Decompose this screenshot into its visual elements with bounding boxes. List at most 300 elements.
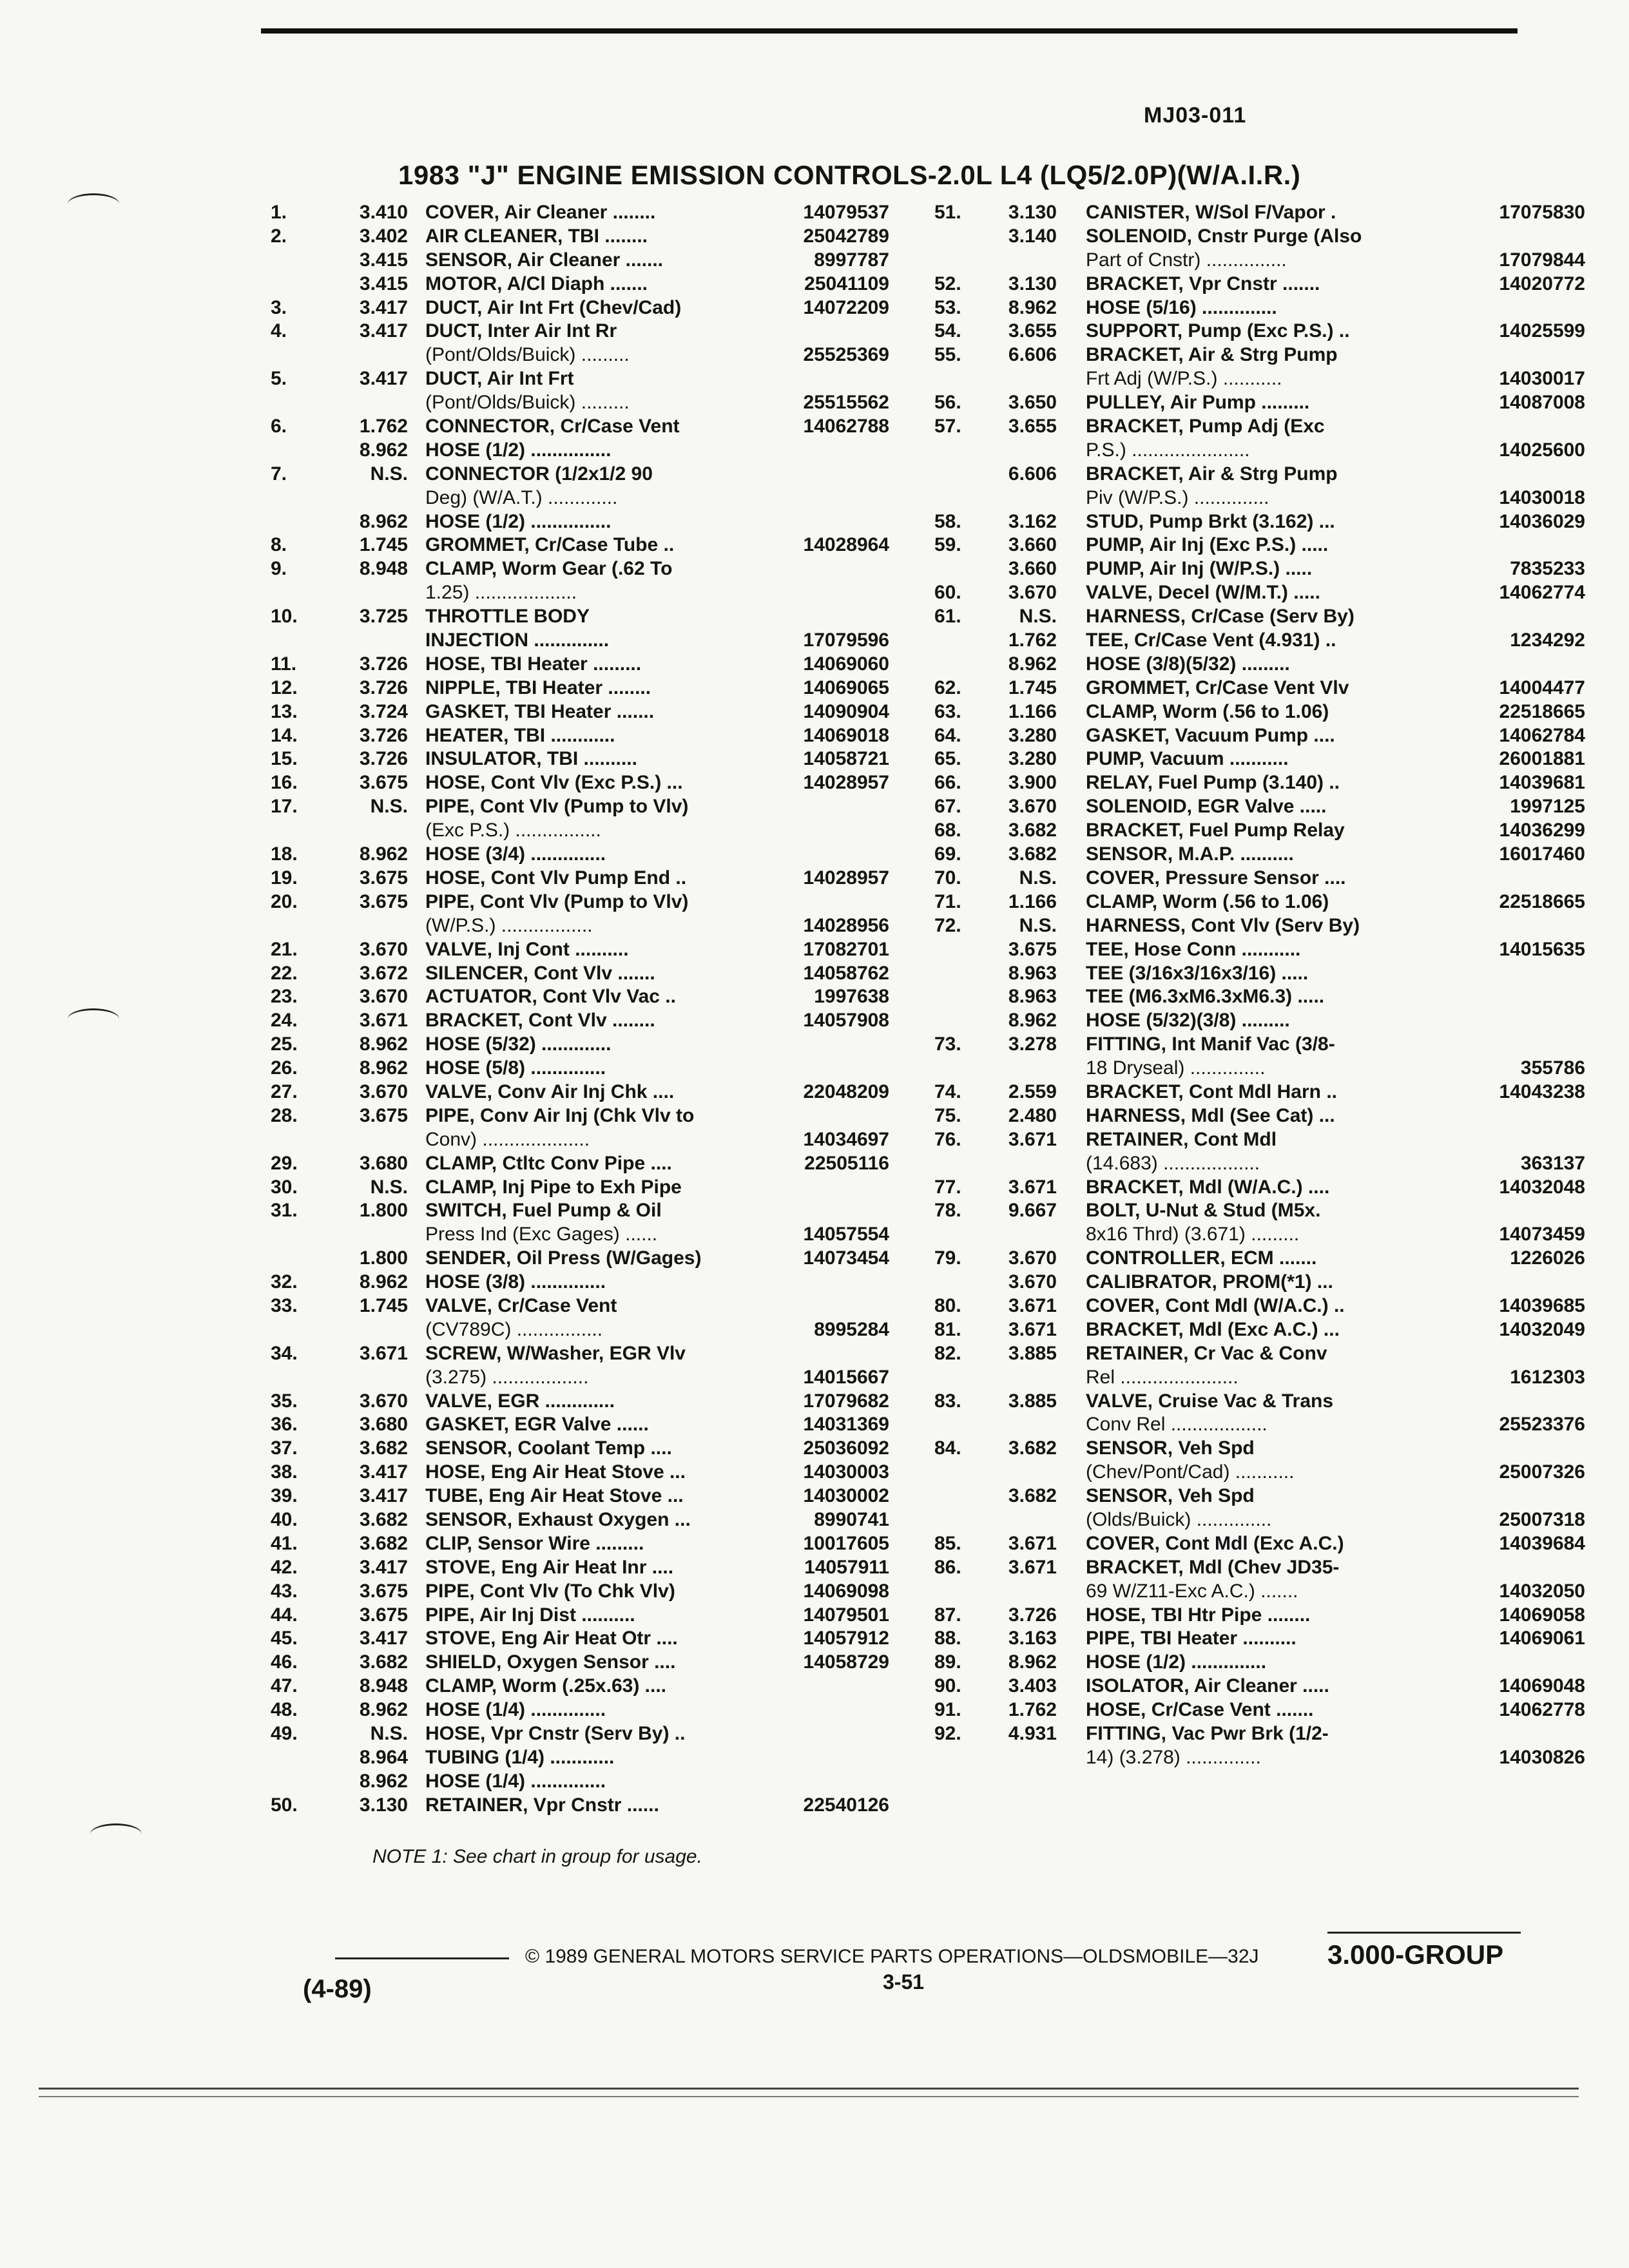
group-number: N.S. [370,796,408,818]
part-description: HOSE (1/4) .............. [425,1770,606,1792]
group-number: 3.403 [1008,1675,1057,1697]
parts-row [0,391,902,415]
part-number: 14057908 [803,1010,889,1032]
item-number: 34. [271,1342,298,1364]
item-number: 46. [271,1651,298,1673]
part-number: 14062784 [1499,724,1585,746]
part-description: Piv (W/P.S.) .............. [1086,486,1269,508]
part-number: 25041109 [804,273,889,294]
group-number: 3.670 [359,986,408,1008]
parts-row [902,1532,1629,1556]
item-number: 48. [271,1699,298,1721]
part-description: HARNESS, Cr/Case (Serv By) [1086,606,1354,628]
group-number: 3.680 [359,1152,408,1174]
part-description: VALVE, Conv Air Inj Chk .... [425,1081,675,1102]
group-number: 3.682 [1008,1437,1057,1459]
item-number: 39. [271,1485,298,1507]
parts-row [902,1461,1629,1485]
item-number: 89. [934,1651,961,1673]
parts-row [902,938,1629,962]
item-number: 51. [934,202,961,223]
parts-row [902,557,1629,581]
parts-row [0,747,902,771]
part-description: SUPPORT, Pump (Exc P.S.) .. [1086,320,1350,342]
item-number: 24. [271,1010,298,1032]
item-number: 75. [934,1104,961,1126]
item-number: 31. [271,1200,298,1222]
bottom-rule [39,2088,1579,2090]
part-description: (3.275) .................. [425,1366,589,1388]
group-number: 3.682 [359,1508,408,1530]
part-description: P.S.) ...................... [1086,439,1250,461]
item-number: 62. [934,677,961,698]
part-description: TEE (M6.3xM6.3xM6.3) ..... [1086,986,1325,1008]
part-number: 14028957 [803,772,889,794]
item-number: 33. [271,1294,298,1316]
parts-row [0,605,902,629]
group-number: 3.682 [1008,1485,1057,1507]
group-number: 2.480 [1008,1104,1057,1126]
item-number: 41. [271,1532,298,1554]
group-number: 3.671 [1008,1318,1057,1340]
item-number: 3. [271,296,287,318]
parts-row [902,1247,1629,1271]
group-number: 8.962 [1008,1010,1057,1032]
item-number: 23. [271,986,298,1008]
group-number: 8.964 [359,1746,408,1768]
group-number: 3.671 [359,1342,408,1364]
parts-row [902,1485,1629,1508]
margin-mark [90,1823,142,1845]
group-number: 3.410 [359,202,408,223]
part-description: PUMP, Air Inj (W/P.S.) ..... [1086,558,1313,580]
group-number: 3.885 [1008,1342,1057,1364]
parts-row [902,1651,1629,1675]
group-number: 3.417 [359,296,408,318]
item-number: 20. [271,890,298,912]
part-description: TUBE, Eng Air Heat Stove ... [425,1485,684,1507]
part-description: HOSE (3/8) .............. [425,1271,606,1293]
part-description: SENSOR, Exhaust Oxygen ... [425,1508,691,1530]
part-description: ISOLATOR, Air Cleaner ..... [1086,1675,1329,1697]
group-number: 3.278 [1008,1033,1057,1055]
item-number: 77. [934,1176,961,1198]
item-number: 74. [934,1081,961,1102]
part-description: VALVE, Decel (W/M.T.) ..... [1086,582,1320,604]
group-number: 3.682 [359,1532,408,1554]
group-number: 3.280 [1008,724,1057,746]
parts-row [0,1342,902,1366]
group-number: 9.667 [1008,1200,1057,1222]
parts-row [902,1508,1629,1532]
part-description: BRACKET, Cont Vlv ........ [425,1010,655,1032]
part-description: FITTING, Vac Pwr Brk (1/2- [1086,1723,1329,1744]
item-number: 15. [271,748,298,770]
parts-row [0,1556,902,1580]
item-number: 44. [271,1604,298,1626]
item-number: 81. [934,1318,961,1340]
item-number: 13. [271,700,298,722]
group-number: 3.417 [359,1485,408,1507]
parts-row [0,1104,902,1128]
item-number: 26. [271,1057,298,1079]
part-description: RETAINER, Vpr Cnstr ...... [425,1794,659,1816]
parts-row [902,962,1629,986]
parts-row [902,1437,1629,1461]
item-number: 54. [934,320,961,342]
part-description: Frt Adj (W/P.S.) ........... [1086,368,1282,390]
parts-row [902,343,1629,367]
part-description: (14.683) .................. [1086,1152,1260,1174]
parts-row [902,700,1629,724]
part-description: TEE, Hose Conn ........... [1086,938,1301,960]
part-number: 17079596 [803,629,889,651]
parts-row [902,795,1629,819]
part-description: (Pont/Olds/Buick) ......... [425,392,630,414]
parts-row [902,1223,1629,1247]
parts-row [902,1199,1629,1223]
item-number: 16. [271,772,298,794]
part-description: HOSE, Vpr Cnstr (Serv By) .. [425,1723,686,1744]
parts-row [0,724,902,748]
group-number: 3.675 [359,1604,408,1626]
part-number: 22048209 [803,1081,889,1102]
parts-row [902,296,1629,320]
part-description: BRACKET, Pump Adj (Exc [1086,416,1325,437]
item-number: 17. [271,796,298,818]
parts-row [902,653,1629,677]
group-number: 3.672 [359,962,408,984]
part-description: HOSE (5/32)(3/8) ......... [1086,1010,1290,1032]
item-number: 86. [934,1556,961,1578]
group-number: 3.726 [359,653,408,675]
part-description: BOLT, U-Nut & Stud (M5x. [1086,1200,1321,1222]
parts-row [0,1722,902,1746]
part-description: CLAMP, Worm (.56 to 1.06) [1086,890,1329,912]
parts-row [902,249,1629,273]
part-number: 22505116 [804,1152,889,1174]
part-number: 14028957 [803,867,889,889]
part-number: 14039684 [1499,1532,1585,1554]
parts-row [902,1104,1629,1128]
group-number: 3.680 [359,1414,408,1436]
part-number: 14032050 [1499,1580,1585,1602]
part-description: SCREW, W/Washer, EGR Vlv [425,1342,686,1364]
part-number: 355786 [1520,1057,1585,1079]
item-number: 78. [934,1200,961,1222]
group-number: 3.650 [1008,392,1057,414]
parts-row [0,1580,902,1604]
part-number: 17075830 [1499,202,1585,223]
item-number: 61. [934,606,961,628]
group-number: 3.671 [1008,1556,1057,1578]
item-number: 63. [934,700,961,722]
part-number: 1612303 [1510,1366,1585,1388]
item-number: 68. [934,820,961,841]
part-description: BRACKET, Fuel Pump Relay [1086,820,1345,841]
parts-row [902,1057,1629,1081]
group-number: 1.800 [359,1247,408,1269]
part-number: 14072209 [803,296,889,318]
group-number: N.S. [370,1176,408,1198]
parts-row [902,1176,1629,1200]
part-description: GASKET, TBI Heater ....... [425,700,655,722]
item-number: 38. [271,1461,298,1483]
parts-row [902,629,1629,653]
part-description: CLAMP, Worm Gear (.62 To [425,558,673,580]
part-description: STUD, Pump Brkt (3.162) ... [1086,510,1335,532]
parts-row [0,439,902,463]
part-description: BRACKET, Mdl (W/A.C.) .... [1086,1176,1330,1198]
group-number: 3.675 [1008,938,1057,960]
parts-row [902,890,1629,914]
part-number: 14057912 [803,1628,889,1649]
item-number: 27. [271,1081,298,1102]
part-number: 14030017 [1499,368,1585,390]
parts-row [0,1366,902,1390]
part-description: GROMMET, Cr/Case Vent Vlv [1086,677,1349,698]
parts-row [0,1604,902,1628]
parts-row [0,463,902,486]
parts-row [902,771,1629,795]
part-number: 14030002 [803,1485,889,1507]
item-number: 5. [271,368,287,390]
part-number: 14043238 [1499,1081,1585,1102]
group-number: 3.675 [359,867,408,889]
item-number: 50. [271,1794,298,1816]
parts-row [902,605,1629,629]
part-description: COVER, Cont Mdl (Exc A.C.) [1086,1532,1344,1554]
item-number: 58. [934,510,961,532]
item-number: 72. [934,914,961,936]
part-description: INSULATOR, TBI .......... [425,748,637,770]
item-number: 83. [934,1390,961,1412]
parts-row [902,1366,1629,1390]
part-description: HARNESS, Cont Vlv (Serv By) [1086,914,1360,936]
group-number: 6.606 [1008,344,1057,366]
part-number: 25525369 [803,344,889,366]
part-description: Rel ...................... [1086,1366,1239,1388]
group-number: 3.670 [1008,1271,1057,1293]
revision-date: (4-89) [303,1975,372,2003]
parts-row [902,1294,1629,1318]
parts-row [0,890,902,914]
part-description: CONNECTOR (1/2x1/2 90 [425,463,653,485]
group-number: 3.675 [359,1104,408,1126]
part-description: BRACKET, Mdl (Chev JD35- [1086,1556,1340,1578]
part-number: 14036029 [1499,510,1585,532]
parts-row [0,320,902,343]
part-number: 17082701 [803,938,889,960]
part-description: Conv Rel .................. [1086,1414,1268,1436]
parts-row [0,367,902,391]
part-description: VALVE, EGR ............. [425,1390,615,1412]
part-description: (Pont/Olds/Buick) ......... [425,344,630,366]
part-description: COVER, Pressure Sensor .... [1086,867,1346,889]
part-number: 14062774 [1499,582,1585,604]
item-number: 55. [934,344,961,366]
part-description: HOSE, Eng Air Heat Stove ... [425,1461,686,1483]
item-number: 29. [271,1152,298,1174]
parts-row [0,1461,902,1485]
parts-row [902,581,1629,605]
part-number: 8997787 [814,249,889,271]
group-number: 3.417 [359,1628,408,1649]
parts-row [0,557,902,581]
part-number: 14039681 [1499,772,1585,794]
part-number: 14020772 [1499,273,1585,294]
part-number: 25007326 [1499,1461,1585,1483]
part-description: HOSE, Cont Vlv Pump End .. [425,867,687,889]
item-number: 28. [271,1104,298,1126]
part-description: (CV789C) ................ [425,1318,603,1340]
part-description: HOSE (1/4) .............. [425,1699,606,1721]
parts-row [902,1271,1629,1294]
part-description: BRACKET, Air & Strg Pump [1086,344,1338,366]
group-number: 3.670 [1008,1247,1057,1269]
part-description: VALVE, Cr/Case Vent [425,1294,617,1316]
parts-row [902,1556,1629,1580]
part-number: 8995284 [814,1318,889,1340]
part-description: SILENCER, Cont Vlv ....... [425,962,655,984]
group-label: 3.000-GROUP [1327,1939,1504,1970]
group-number: N.S. [1019,867,1057,889]
part-number: 14030003 [803,1461,889,1483]
group-number: 3.885 [1008,1390,1057,1412]
group-number: N.S. [370,1723,408,1744]
part-description: DUCT, Air Int Frt (Chev/Cad) [425,296,682,318]
parts-row [0,1508,902,1532]
part-number: 14032049 [1499,1318,1585,1340]
part-description: PUMP, Vacuum ........... [1086,748,1289,770]
item-number: 35. [271,1390,298,1412]
group-rule [1327,1932,1521,1934]
part-description: PIPE, Conv Air Inj (Chk Vlv to [425,1104,695,1126]
part-description: PULLEY, Air Pump ......... [1086,392,1310,414]
group-number: 3.417 [359,368,408,390]
group-number: 3.655 [1008,416,1057,437]
item-number: 10. [271,606,298,628]
part-description: HOSE (3/4) .............. [425,843,606,865]
group-number: 6.606 [1008,463,1057,485]
group-number: 8.962 [359,1699,408,1721]
part-number: 26001881 [1499,748,1585,770]
parts-row [902,486,1629,510]
part-number: 14025599 [1499,320,1585,342]
parts-row [0,510,902,534]
doc-number: MJ03-011 [1144,103,1247,128]
part-number: 14087008 [1499,392,1585,414]
parts-row [902,1033,1629,1057]
part-number: 10017605 [803,1532,889,1554]
item-number: 37. [271,1437,298,1459]
group-number: 8.962 [1008,1651,1057,1673]
group-number: 1.762 [359,416,408,437]
parts-row [902,225,1629,249]
group-number: 3.900 [1008,772,1057,794]
parts-row [0,914,902,938]
part-description: HOSE, Cr/Case Vent ....... [1086,1699,1314,1721]
part-number: 14069065 [803,677,889,698]
parts-row [0,1271,902,1294]
part-description: PIPE, Cont Vlv (Pump to Vlv) [425,890,689,912]
group-number: 3.670 [359,1390,408,1412]
part-number: 1997125 [1510,796,1585,818]
group-number: 8.962 [359,1770,408,1792]
part-description: HOSE, TBI Htr Pipe ........ [1086,1604,1311,1626]
part-number: 14028964 [803,534,889,556]
parts-row [0,795,902,819]
parts-row [0,1057,902,1081]
item-number: 59. [934,534,961,556]
parts-row [902,1698,1629,1722]
group-number: 3.682 [359,1651,408,1673]
parts-row [902,985,1629,1009]
group-number: N.S. [370,463,408,485]
group-number: 8.962 [1008,653,1057,675]
group-number: 3.415 [359,249,408,271]
part-description: HOSE (1/2) .............. [1086,1651,1267,1673]
part-description: CONTROLLER, ECM ....... [1086,1247,1317,1269]
group-number: 1.800 [359,1200,408,1222]
part-number: 22540126 [803,1794,889,1816]
part-description: GASKET, Vacuum Pump .... [1086,724,1335,746]
item-number: 87. [934,1604,961,1626]
item-number: 6. [271,416,287,437]
part-number: 14030826 [1499,1746,1585,1768]
part-description: ACTUATOR, Cont Vlv Vac .. [425,986,676,1008]
parts-row [0,1199,902,1223]
part-number: 14030018 [1499,486,1585,508]
item-number: 90. [934,1675,961,1697]
part-number: 14073454 [803,1247,889,1269]
part-number: 14069058 [1499,1604,1585,1626]
parts-row [902,1627,1629,1651]
group-number: 8.962 [1008,296,1057,318]
parts-row [0,1128,902,1152]
part-description: 14) (3.278) .............. [1086,1746,1261,1768]
parts-row [0,533,902,557]
part-number: 14004477 [1499,677,1585,698]
parts-row [902,1746,1629,1770]
part-description: VALVE, Cruise Vac & Trans [1086,1390,1334,1412]
parts-row [902,510,1629,534]
item-number: 57. [934,416,961,437]
part-description: Press Ind (Exc Gages) ...... [425,1224,658,1245]
parts-row [0,938,902,962]
parts-row [0,1176,902,1200]
part-number: 1997638 [814,986,889,1008]
part-description: TUBING (1/4) ............ [425,1746,615,1768]
group-number: 8.963 [1008,986,1057,1008]
item-number: 76. [934,1128,961,1150]
item-number: 66. [934,772,961,794]
part-description: HOSE (5/8) .............. [425,1057,606,1079]
part-description: CLAMP, Ctltc Conv Pipe .... [425,1152,672,1174]
part-description: SENSOR, Coolant Temp .... [425,1437,672,1459]
group-number: 3.726 [359,724,408,746]
part-description: INJECTION .............. [425,629,610,651]
part-description: AIR CLEANER, TBI ........ [425,225,648,247]
part-description: RETAINER, Cr Vac & Conv [1086,1342,1327,1364]
part-number: 14069098 [803,1580,889,1602]
parts-row [902,1152,1629,1176]
item-number: 65. [934,748,961,770]
part-description: BRACKET, Cont Mdl Harn .. [1086,1081,1337,1102]
part-number: 17079682 [803,1390,889,1412]
group-number: 3.724 [359,700,408,722]
part-number: 17079844 [1499,249,1585,271]
